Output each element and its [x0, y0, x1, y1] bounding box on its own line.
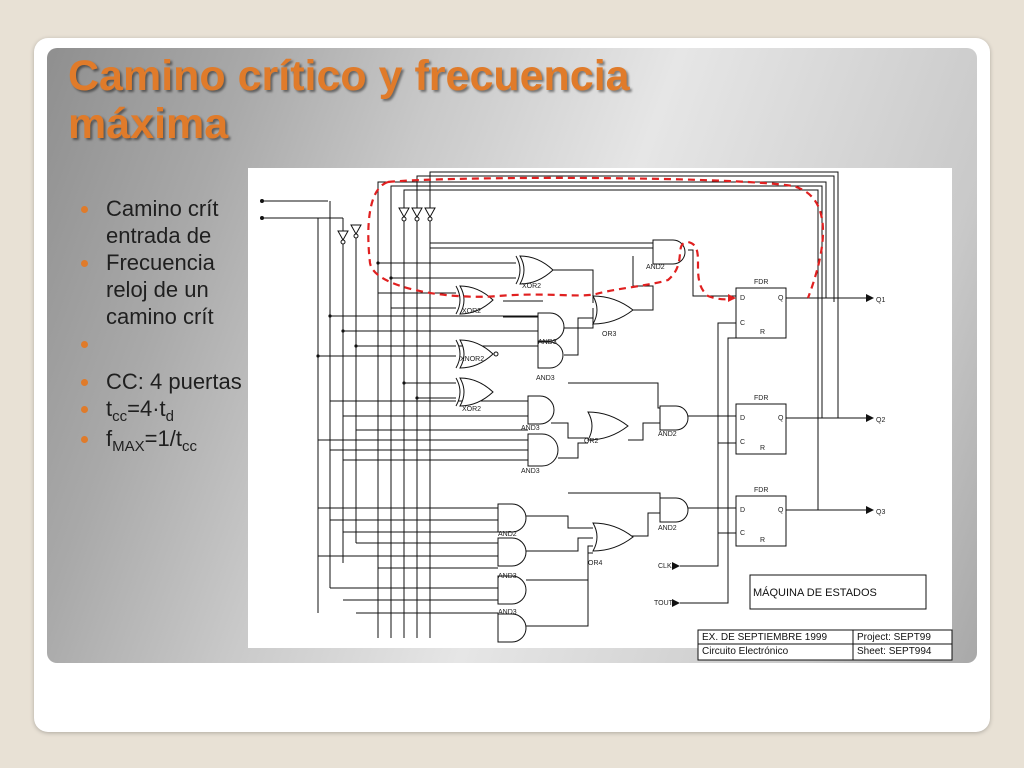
output-q3: Q3: [876, 509, 886, 516]
slide-title: Camino crítico y frecuencia máxima: [68, 52, 630, 148]
label-and3: AND3: [498, 573, 517, 580]
label-or4: OR4: [588, 560, 603, 567]
output-q2: Q2: [876, 417, 886, 424]
ff1-q: Q: [778, 295, 784, 302]
ff2-r: R: [760, 445, 766, 452]
label-xor2: XOR2: [462, 406, 482, 413]
formula-text: f: [106, 426, 113, 451]
label-or3: OR3: [602, 331, 617, 338]
formula-subscript: cc: [112, 408, 128, 425]
ff2-d: D: [740, 415, 746, 422]
state-machine-schematic: [248, 168, 952, 657]
title-circuit: Circuito Electrónico: [702, 646, 789, 657]
ff2-q: Q: [778, 415, 784, 422]
bullet-line: Frecuencia: [106, 250, 215, 275]
ff3-c: C: [740, 530, 746, 537]
label-and3: AND3: [536, 375, 555, 382]
title-block: [698, 630, 952, 660]
ff2-name: FDR: [754, 395, 769, 402]
ff1-d: D: [740, 295, 746, 302]
ff3-name: FDR: [754, 487, 769, 494]
machine-label: MÁQUINA DE ESTADOS: [753, 587, 877, 599]
bullet-cc-text: CC: 4 puertas: [106, 369, 242, 394]
label-and2: AND2: [658, 431, 677, 438]
input-tout: TOUT: [654, 600, 673, 607]
output-q1: Q1: [876, 297, 886, 304]
critical-path-arrow: [728, 294, 736, 302]
label-and3: AND3: [538, 339, 557, 346]
label-and3: AND3: [521, 468, 540, 475]
ff3-q: Q: [778, 507, 784, 514]
label-and2: AND2: [498, 531, 517, 538]
input-clk: CLK: [658, 563, 672, 570]
ff2-c: C: [740, 439, 746, 446]
schematic-svg: [248, 168, 952, 657]
label-and3: AND3: [521, 425, 540, 432]
formula-subscript: cc: [181, 438, 197, 455]
label-or2: OR2: [584, 438, 599, 445]
ff3-d: D: [740, 507, 746, 514]
formula-text: t: [106, 396, 113, 421]
formula-text: =4·t: [127, 396, 166, 421]
flip-flops: [736, 279, 786, 546]
label-xnor2: XNOR2: [460, 356, 485, 363]
formula-subscript: MAX: [112, 438, 145, 455]
ff1-r: R: [760, 329, 766, 336]
label-and3: AND3: [498, 609, 517, 616]
label-and2: AND2: [646, 264, 665, 271]
formula-text: =1/t: [144, 426, 182, 451]
bullet-line: Camino crít: [106, 196, 219, 221]
title-exam: EX. DE SEPTIEMBRE 1999: [702, 632, 828, 643]
bullet-line: camino crít: [106, 304, 214, 329]
label-xor2: XOR2: [462, 308, 482, 315]
ff1-c: C: [740, 320, 746, 327]
title-sheet: Sheet: SEPT994: [857, 646, 932, 657]
bullet-line: reloj de un: [106, 277, 209, 302]
label-xor2: XOR2: [522, 283, 542, 290]
bullet-line: entrada de: [106, 223, 212, 248]
label-and2: AND2: [658, 525, 677, 532]
ff1-name: FDR: [754, 279, 769, 286]
formula-subscript: d: [165, 408, 174, 425]
inverters: [338, 208, 435, 244]
title-project: Project: SEPT99: [857, 632, 931, 643]
ff3-r: R: [760, 537, 766, 544]
input-pins: [260, 199, 419, 400]
